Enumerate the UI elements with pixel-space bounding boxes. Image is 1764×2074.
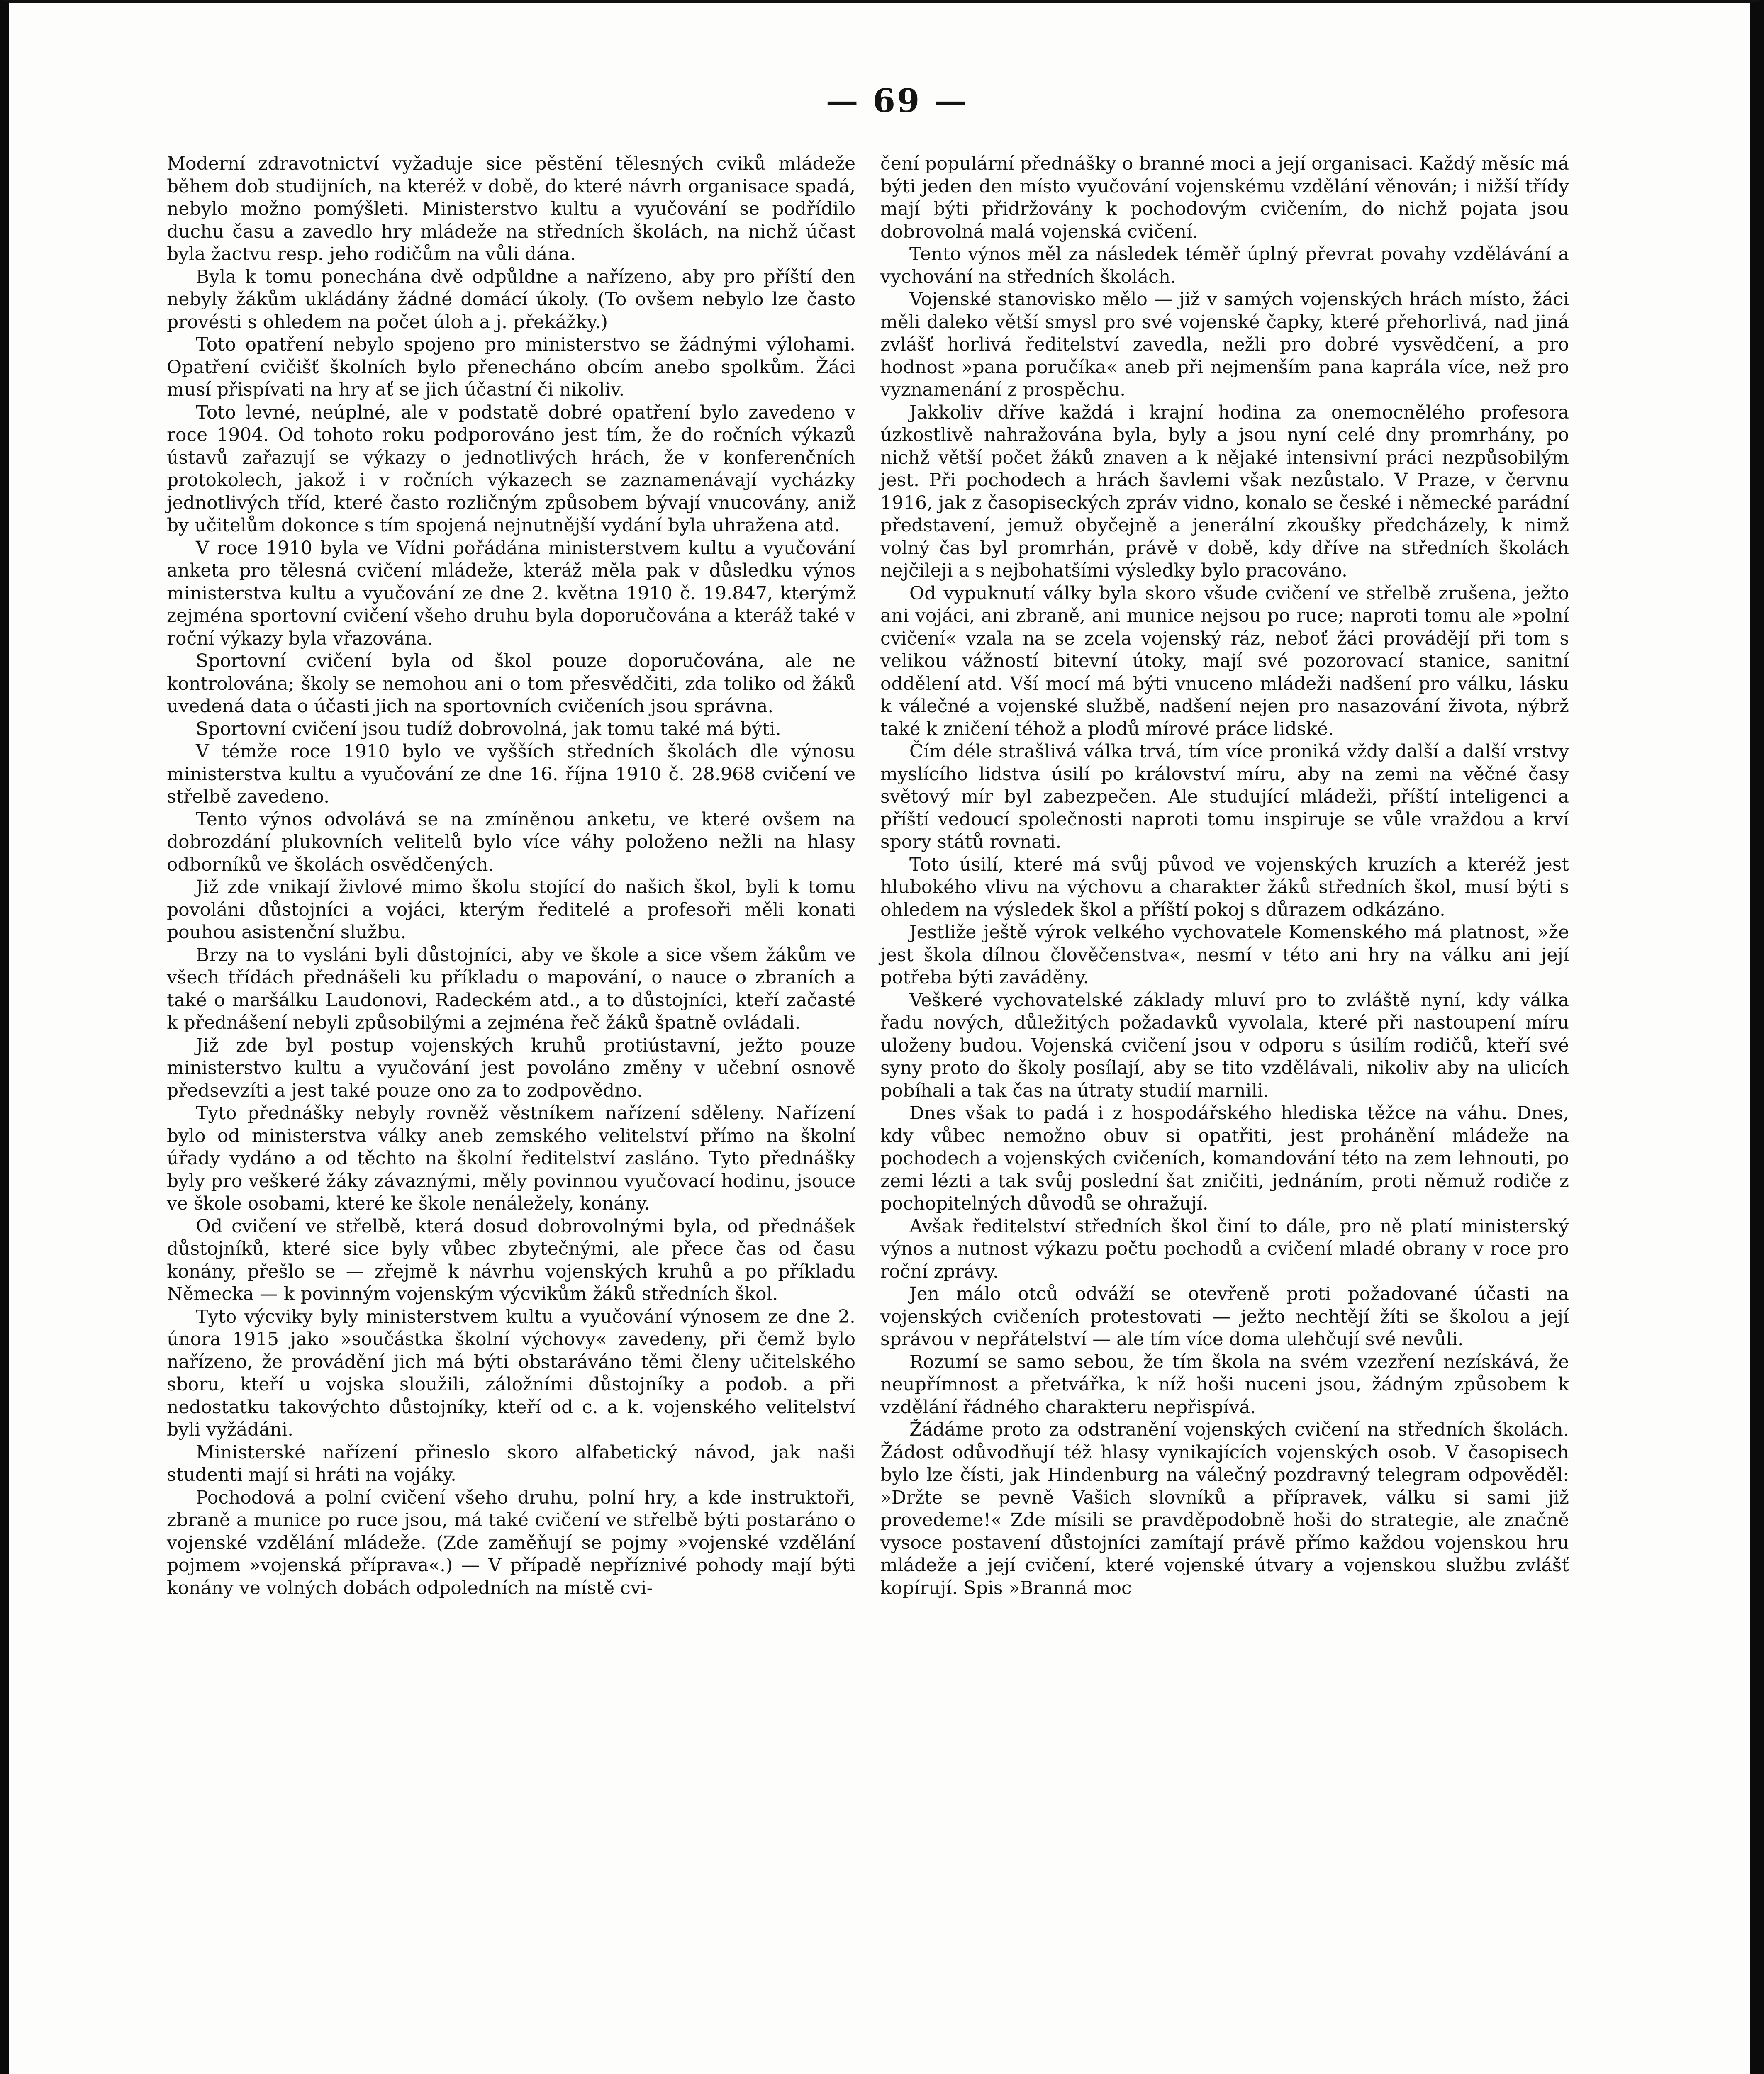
paragraph: Jestliže ještě výrok velkého vychovatele Komenského má platnost, »že jest škola dílnou člověčenstva«, nesmí v této ani hry na válku ani její potřeba býti zaváděny. <box>880 922 1569 988</box>
paragraph: Žádáme proto za odstranění vojenských cvičení na středních školách. Žádost odůvodňují též hlasy vynikajících vojenských osob. V časopisech bylo lze čísti, jak Hindenburg na válečný pozdravný telegram odpověděl: »Držte se pevně Vašich slovníků a přípravek, válku si sami již provedeme!« Zde mísili se pravděpodobně hoši do strategie, ale značně vysoce postavení důstojníci zamítají právě přímo každou vojenskou hru mládeže a její cvičení, které vojenské útvary a vojenskou službu zvlášť kopírují. Spis »Branná moc <box>880 1419 1569 1599</box>
paragraph: Čím déle strašlivá válka trvá, tím více proniká vždy další a další vrstvy myslícího lidstva úsilí po království míru, aby na zemi na věčné časy světový mír byl zabezpečen. Ale studující mládeži, příští inteligenci a příští vedoucí společnosti naproti tomu inspiruje se vůle vraždou a krví spory států rovnati. <box>880 741 1569 852</box>
paragraph: Jakkoliv dříve každá i krajní hodina za onemocnělého profesora úzkostlivě nahražována byla, byly a jsou nyní celé dny promrhány, po nichž větší počet žáků znaven a k nějaké intensivní práci nezpůsobilým jest. Při pochodech a hrách šavlemi však nezůstalo. V Praze, v červnu 1916, jak z časopiseckých zpráv vidno, konalo se české i německé parádní představení, jemuž obyčejně a jenerální zkoušky předcházely, k nimž volný čas byl promrhán, právě v době, kdy dříve na středních školách nejčileji a s nejbohatšími výsledky bylo pracováno. <box>880 402 1569 581</box>
paragraph: Jen málo otců odváží se otevřeně proti požadované účasti na vojenských cvičeních protestovati — ježto nechtějí žíti se školou a její správou v nepřátelství — ale tím více doma ulehčují své nevůli. <box>880 1283 1569 1350</box>
page <box>167 82 1627 2074</box>
paragraph: Rozumí se samo sebou, že tím škola na svém vzezření nezískává, že neupřímnost a přetvářka, k níž hoši nuceni jsou, žádným způsobem k vzdělání řádného charakteru nepřispívá. <box>880 1351 1569 1418</box>
paragraph: Sportovní cvičení jsou tudíž dobrovolná, jak tomu také má býti. <box>196 718 781 740</box>
paragraph: Moderní zdravotnictví vyžaduje sice pěstění tělesných cviků mládeže během dob studijních, na kteréž v době, do které návrh organisace spadá, nebylo možno pomýšleti. Ministerstvo kultu a vyučování se podřídilo duchu času a zavedlo hry mládeže na středních školách, na nichž účast byla žactvu resp. jeho rodičům na vůli dána. <box>167 153 855 265</box>
paragraph: Pochodová a polní cvičení všeho druhu, polní hry, a kde instruktoři, zbraně a munice po ruce jsou, má také cvičení ve střelbě býti postaráno o vojenské vzdělání mládeže. (Zde zaměňují se pojmy »vojenské vzdělání pojmem »vojenská příprava«.) — V případě nepříznivé pohody mají býti konány ve volných dobách odpoledních na místě cvi- <box>167 1487 855 1599</box>
paragraph: Tento výnos měl za následek téměř úplný převrat povahy vzdělávání a vychování na středních školách. <box>880 243 1569 287</box>
paragraph: Brzy na to vysláni byli důstojníci, aby ve škole a sice všem žákům ve všech třídách přednášeli ku příkladu o mapování, o nauce o zbraních a také o maršálku Laudonovi, Radeckém atd., a to důstojníci, kteří začasté k přednášení nebyli způsobilými a zejména řeč žáků špatně ovládali. <box>167 944 855 1033</box>
paragraph: Od cvičení ve střelbě, která dosud dobrovolnými byla, od přednášek důstojníků, které sice byly vůbec zbytečnými, ale přece čas od času konány, přešlo se — zřejmě k návrhu vojenských kruhů a po příkladu Německa — k povinným vojenským výcvikům žáků středních škol. <box>167 1215 855 1305</box>
paragraph: Byla k tomu ponechána dvě odpůldne a nařízeno, aby pro příští den nebyly žákům ukládány žádné domácí úkoly. (To ovšem nebylo lze často provésti s ohledem na počet úloh a j. překážky.) <box>167 266 855 333</box>
paragraph: Od vypuknutí války byla skoro všude cvičení ve střelbě zrušena, ježto ani vojáci, ani zbraně, ani munice nejsou po ruce; naproti tomu ale »polní cvičení« vzala na se zcela vojenský ráz, neboť žáci provádějí při tom s velikou vážností bitevní útoky, mají své pozorovací stanice, sanitní oddělení atd. Vší mocí má býti vnuceno mládeži nadšení pro válku, lásku k válečné a vojenské službě, nadšení nejen pro nasazování života, nýbrž také k zničení téhož a plodů mírové práce lidské. <box>880 582 1569 740</box>
paragraph: Tyto výcviky byly ministerstvem kultu a vyučování výnosem ze dne 2. února 1915 jako »součástka školní výchovy« zavedeny, při čemž bylo nařízeno, že provádění jich má býti obstaráváno těmi členy učitelského sboru, kteří u vojska sloužili, záložními důstojníky a podob. a při nedostatku takovýchto důstojníky, kteří od c. a k. vojenského velitelství byli vyžádáni. <box>167 1306 855 1440</box>
paragraph: Již zde vnikají živlové mimo školu stojící do našich škol, byli k tomu povoláni důstojníci a vojáci, kterým ředitelé a profesoři měli konati pouhou asistenční službu. <box>167 876 855 943</box>
paragraph: Veškeré vychovatelské základy mluví pro to zvláště nyní, kdy válka řadu nových, důležitých požadavků vyvolala, které při nastoupení míru uloženy budou. Vojenská cvičení jsou v odporu s úsilím rodičů, kteří své syny proto do školy posílají, aby se tito vzdělávali, nikoliv aby na ulicích pobíhali a tak čas na útraty studií marnili. <box>880 989 1569 1101</box>
paragraph: Vojenské stanovisko mělo — již v samých vojenských hrách místo, žáci měli daleko větší smysl pro své vojenské čapky, které přehorlivá, nad jiná zvlášť horlivá ředitelství zavedla, nežli pro dobré vysvědčení, a pro hodnost »pana poručíka« aneb při nejmenším pana kaprála více, než pro vyznamenání z prospěchu. <box>880 289 1569 400</box>
paragraph: Toto opatření nebylo spojeno pro ministerstvo se žádnými výlohami. Opatření cvičišť školních bylo přenecháno obcím anebo spolkům. Žáci musí přispívati na hry ať se jich účastní či nikoliv. <box>167 334 855 400</box>
paragraph: Tyto přednášky nebyly rovněž věstníkem nařízení sděleny. Nařízení bylo od ministerstva války aneb zemského velitelství přímo na školní úřady vydáno a od těchto na školní ředitelství zasláno. Tyto přednášky byly pro veškeré žáky závaznými, měly povinnou vyučovací hodinu, jsouce ve škole osobami, které ke škole nenáležely, konány. <box>167 1103 855 1214</box>
paragraph: Toto úsilí, které má svůj původ ve vojenských kruzích a kteréž jest hlubokého vlivu na výchovu a charakter žáků středních škol, musí býti s ohledem na výsledek škol a příští pokoj s důrazem odkázáno. <box>880 854 1569 920</box>
paragraph: Dnes však to padá i z hospodářského hlediska těžce na váhu. Dnes, kdy vůbec nemožno obuv si opatřiti, jest prohánění mládeže na pochodech a vojenských cvičeních, komandování této na zem lehnouti, po zemi lézti a tak svůj poslední šat zničiti, jednáním, proti němuž rodiče z pochopitelných důvodů se ohražují. <box>880 1103 1569 1214</box>
paragraph: Již zde byl postup vojenských kruhů protiústavní, ježto pouze ministerstvo kultu a vyučování jest povoláno změny v učební osnově předsevzíti a jest také pouze ono za to zodpovědno. <box>167 1035 855 1101</box>
page-number: — 69 — <box>826 82 968 120</box>
left-column <box>167 153 855 1599</box>
paragraph-continued: čení populární přednášky o branné moci a její organisaci. Každý měsíc má býti jeden den místo vyučování vojenskému vzdělání věnován; i nižší třídy mají býti přidržovány k pochodovým cvičením, do nichž pojata jsou dobrovolná malá vojenská cvičení. <box>880 153 1569 242</box>
paragraph: Sportovní cvičení byla od škol pouze doporučována, ale ne kontrolována; školy se nemohou ani o tom přesvědčiti, zda toliko od žáků uvedená data o účasti jich na sportovních cvičeních jsou správna. <box>167 650 855 717</box>
paragraph: Tento výnos odvolává se na zmíněnou anketu, ve které ovšem na dobrozdání plukovních velitelů bylo více váhy položeno nežli na hlasy odborníků ve školách osvědčených. <box>167 808 855 875</box>
paragraph: V témže roce 1910 bylo ve vyšších středních školách dle výnosu ministerstva kultu a vyučování ze dne 16. října 1910 č. 28.968 cvičení ve střelbě zavedeno. <box>167 741 855 807</box>
paragraph: Ministerské nařízení přineslo skoro alfabetický návod, jak naši studenti mají si hráti na vojáky. <box>167 1441 855 1485</box>
paragraph: Avšak ředitelství středních škol činí to dále, pro ně platí ministerský výnos a nutnost výkazu počtu pochodů a cvičení mladé obrany v roce pro roční zprávy. <box>880 1215 1569 1282</box>
right-column <box>880 153 1569 1599</box>
paragraph: V roce 1910 byla ve Vídni pořádána ministerstvem kultu a vyučování anketa pro tělesná cvičení mládeže, kteráž měla pak v důsledku výnos ministerstva kultu a vyučování ze dne 2. května 1910 č. 19.847, kterýmž zejména sportovní cvičení všeho druhu byla doporučována a kteráž také v roční výkazy byla vřazována. <box>167 537 855 649</box>
paragraph: Toto levné, neúplné, ale v podstatě dobré opatření bylo zavedeno v roce 1904. Od tohoto roku podporováno jest tím, že do ročních výkazů ústavů zařazují se výkazy o jednotlivých hrách, že v konferenčních protokolech, jakož i v ročních výkazech se zaznamenávají vycházky jednotlivých tříd, které často rozličným způsobem bývají vnucovány, aniž by učitelům dokonce s tím spojená nejnutnější vydání byla uhražena atd. <box>167 402 855 536</box>
